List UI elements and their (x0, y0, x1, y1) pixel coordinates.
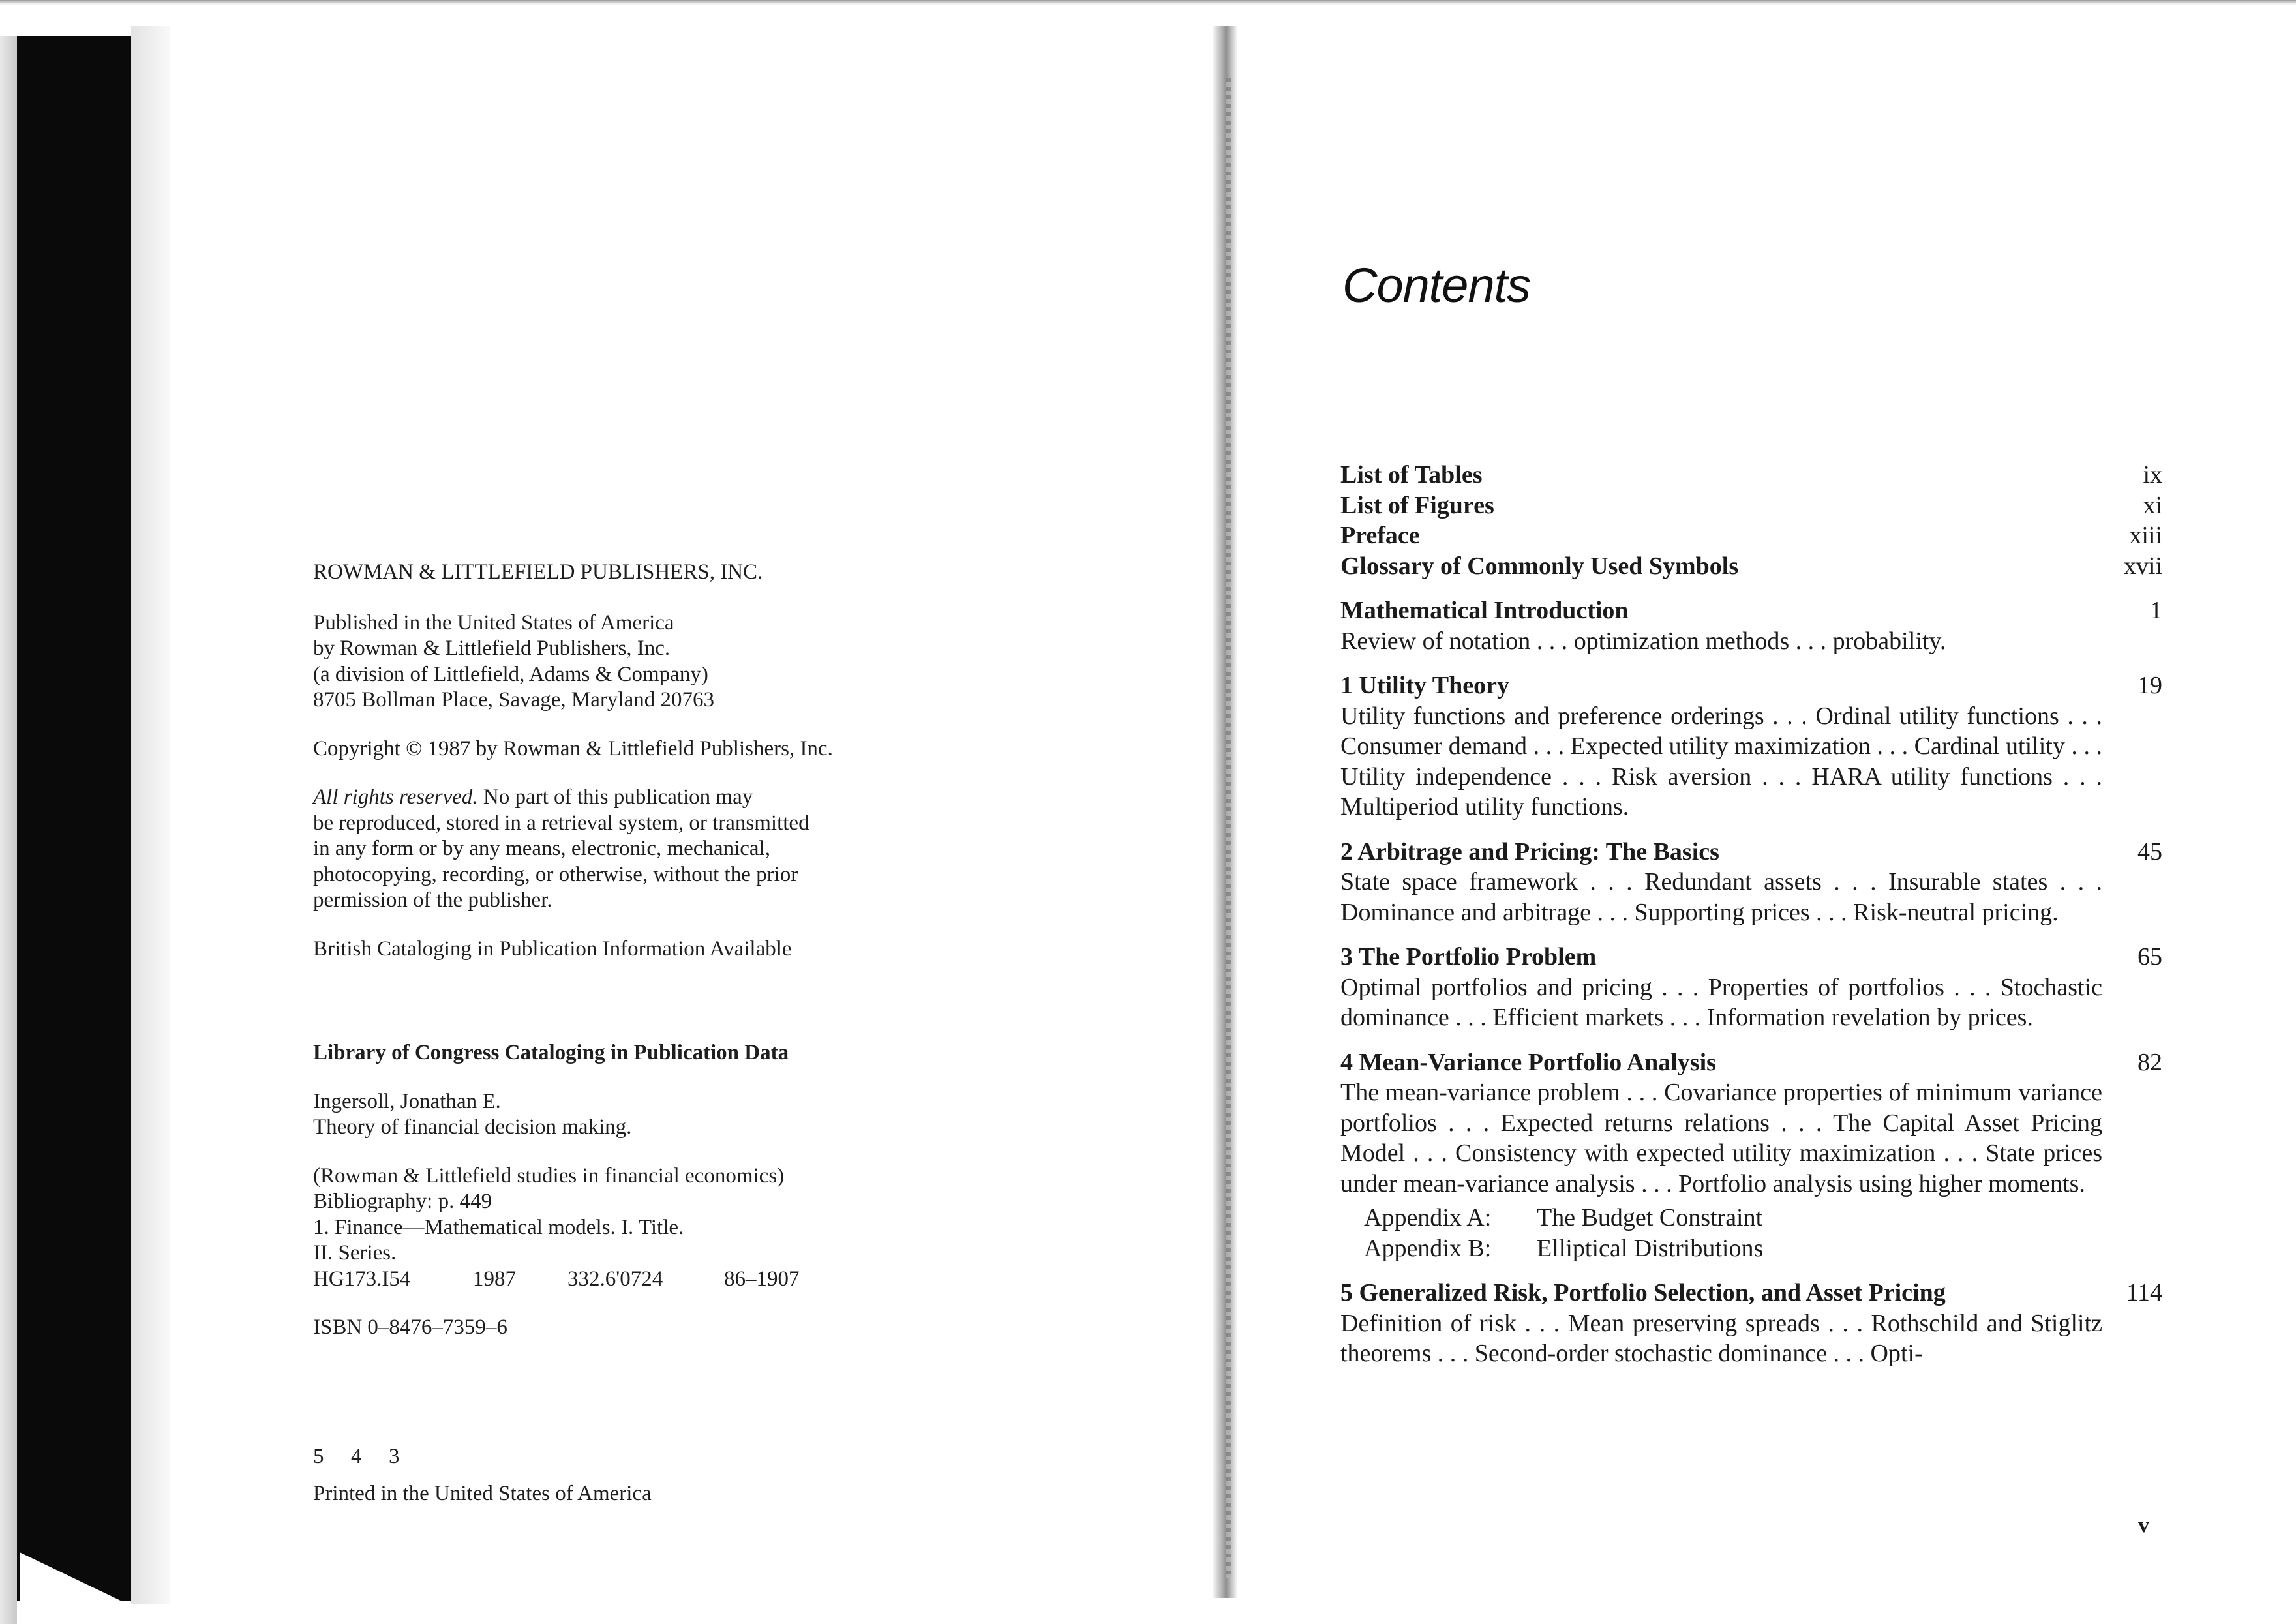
scan-left-shadow (17, 36, 131, 1601)
print-number: 3 (389, 1444, 400, 1468)
cataloging-line: Bibliography: p. 449 (313, 1190, 492, 1213)
toc-entry (1340, 490, 2162, 521)
printed-in: Printed in the United States of America (313, 1482, 652, 1505)
table-of-contents (1340, 460, 2162, 1369)
toc-entry-page: xi (2143, 491, 2162, 519)
rights-line: photocopying, recording, or otherwise, without the prior (313, 862, 798, 886)
copyright-notice: Copyright © 1987 by Rowman & Littlefield Publishers, Inc. (313, 736, 833, 760)
rights-line: permission of the publisher. (313, 888, 552, 912)
toc-chapter-page: 65 (2137, 943, 2162, 970)
toc-chapter-label: 5 Generalized Risk, Portfolio Selection, and Asset Pricing (1340, 1279, 1946, 1306)
published-line: (a division of Littlefield, Adams & Company) (313, 662, 708, 686)
published-line: 8705 Bollman Place, Savage, Maryland 20763 (313, 688, 714, 712)
page-number: v (2138, 1513, 2149, 1537)
toc-entry-page: 1 (2150, 597, 2162, 624)
toc-entry (1340, 460, 2162, 490)
toc-chapter-label: 4 Mean-Variance Portfolio Analysis (1340, 1048, 1716, 1076)
rights-italic: All rights reserved. (313, 785, 478, 809)
copyright-page (313, 560, 926, 1507)
toc-chapter-page: 82 (2137, 1048, 2162, 1076)
toc-entry-label: Glossary of Commonly Used Symbols (1340, 552, 1739, 580)
appendix-item (1364, 1203, 2162, 1233)
appendix-item (1364, 1233, 2162, 1264)
toc-chapter-page: 45 (2137, 837, 2162, 865)
toc-chapter-description: Definition of risk . . . Mean preserving spreads . . . Rothschild and Stiglitz theorems . . . Second-order stochastic dominance . . . Opti- (1340, 1309, 2102, 1367)
toc-chapter-description: State space framework . . . Redundant assets . . . Insurable states . . . Dominance and arbitrage . . . Supporting prices . . . Risk-neutral pricing. (1340, 868, 2102, 926)
toc-entry-label: List of Figures (1340, 491, 1494, 519)
scan-top-edge (0, 0, 2296, 5)
rights-statement (313, 785, 926, 811)
dewey-number: 332.6'0724 (567, 1267, 663, 1291)
toc-chapter-label: 3 The Portfolio Problem (1340, 943, 1597, 970)
book-title: Theory of financial decision making. (313, 1115, 632, 1139)
toc-chapter-page: 114 (2126, 1279, 2162, 1306)
publisher-name: ROWMAN & LITTLEFIELD PUBLISHERS, INC. (313, 560, 763, 584)
call-year: 1987 (473, 1267, 516, 1291)
toc-math-intro (1340, 595, 2162, 656)
print-number: 5 (313, 1444, 324, 1468)
library-of-congress-heading: Library of Congress Cataloging in Publication Data (313, 1041, 789, 1064)
toc-chapter-page: 19 (2137, 672, 2162, 699)
appendix-key: Appendix A: (1364, 1204, 1492, 1231)
toc-entry (1340, 551, 2162, 582)
toc-chapter-label: 1 Utility Theory (1340, 672, 1509, 699)
scan-page-corner (20, 1500, 170, 1624)
book-gutter (1213, 26, 1237, 1598)
british-cataloging: British Cataloging in Publication Information Available (313, 937, 792, 961)
toc-entry-page: ix (2143, 461, 2162, 489)
appendix-title: Elliptical Distributions (1537, 1234, 1764, 1262)
published-line: by Rowman & Littlefield Publishers, Inc. (313, 637, 671, 660)
toc-chapter (1340, 837, 2162, 928)
toc-chapter (1340, 670, 2162, 822)
cataloging-line: II. Series. (313, 1241, 397, 1265)
print-line-numbers (313, 1444, 926, 1470)
isbn: ISBN 0–8476–7359–6 (313, 1316, 507, 1339)
toc-chapter-description: Utility functions and preference orderings . . . Ordinal utility functions . . . Consumer demand . . . Expected utility maximization . . . Cardinal utility . . . Utility independence . . . Risk aversion . . . HARA utility functions . . . Multiperiod utility functions. (1340, 702, 2102, 820)
call-number-row (313, 1267, 926, 1293)
appendix-list (1340, 1203, 2162, 1263)
author-name: Ingersoll, Jonathan E. (313, 1089, 501, 1113)
scan-left-edge (0, 36, 17, 1624)
rights-line: in any form or by any means, electronic, mechanical, (313, 837, 770, 860)
toc-chapter-description: The mean-variance problem . . . Covariance properties of minimum variance portfolios . . . Expected returns relations . . . The Capital Asset Pricing Model . . . Consistency with expected utility maximization . . . State prices under mean-variance analysis . . . Portfolio analysis using higher moments. (1340, 1079, 2102, 1197)
book-gutter-texture (1226, 78, 1231, 1578)
contents-title: Contents (1342, 258, 1531, 312)
toc-entry-page: xiii (2129, 522, 2162, 549)
toc-chapter (1340, 1278, 2162, 1369)
cataloging-line: (Rowman & Littlefield studies in financial economics) (313, 1164, 785, 1188)
print-number: 4 (351, 1444, 362, 1468)
call-number: HG173.I54 (313, 1267, 411, 1291)
toc-chapter (1340, 942, 2162, 1033)
toc-chapter-description: Optimal portfolios and pricing . . . Properties of portfolios . . . Stochastic dominance . . . Efficient markets . . . Information revelation by prices. (1340, 973, 2102, 1031)
toc-entry-label: Preface (1340, 522, 1420, 549)
toc-entry-description: Review of notation . . . optimization methods . . . probability. (1340, 627, 1946, 655)
toc-entry-label: Mathematical Introduction (1340, 597, 1629, 624)
published-line: Published in the United States of America (313, 610, 674, 635)
appendix-key: Appendix B: (1364, 1234, 1492, 1262)
scan-left-gradient (131, 26, 170, 1604)
toc-chapter (1340, 1047, 2162, 1264)
toc-entry-label: List of Tables (1340, 461, 1483, 489)
front-matter-list (1340, 460, 2162, 581)
toc-chapter-label: 2 Arbitrage and Pricing: The Basics (1340, 837, 1719, 865)
toc-entry (1340, 520, 2162, 551)
lccn: 86–1907 (724, 1267, 800, 1291)
toc-entry-page: xvii (2123, 552, 2162, 580)
cataloging-line: 1. Finance—Mathematical models. I. Title. (313, 1215, 684, 1239)
appendix-title: The Budget Constraint (1537, 1204, 1763, 1231)
rights-line: No part of this publication may (477, 785, 753, 809)
rights-line: be reproduced, stored in a retrieval system, or transmitted (313, 811, 809, 835)
